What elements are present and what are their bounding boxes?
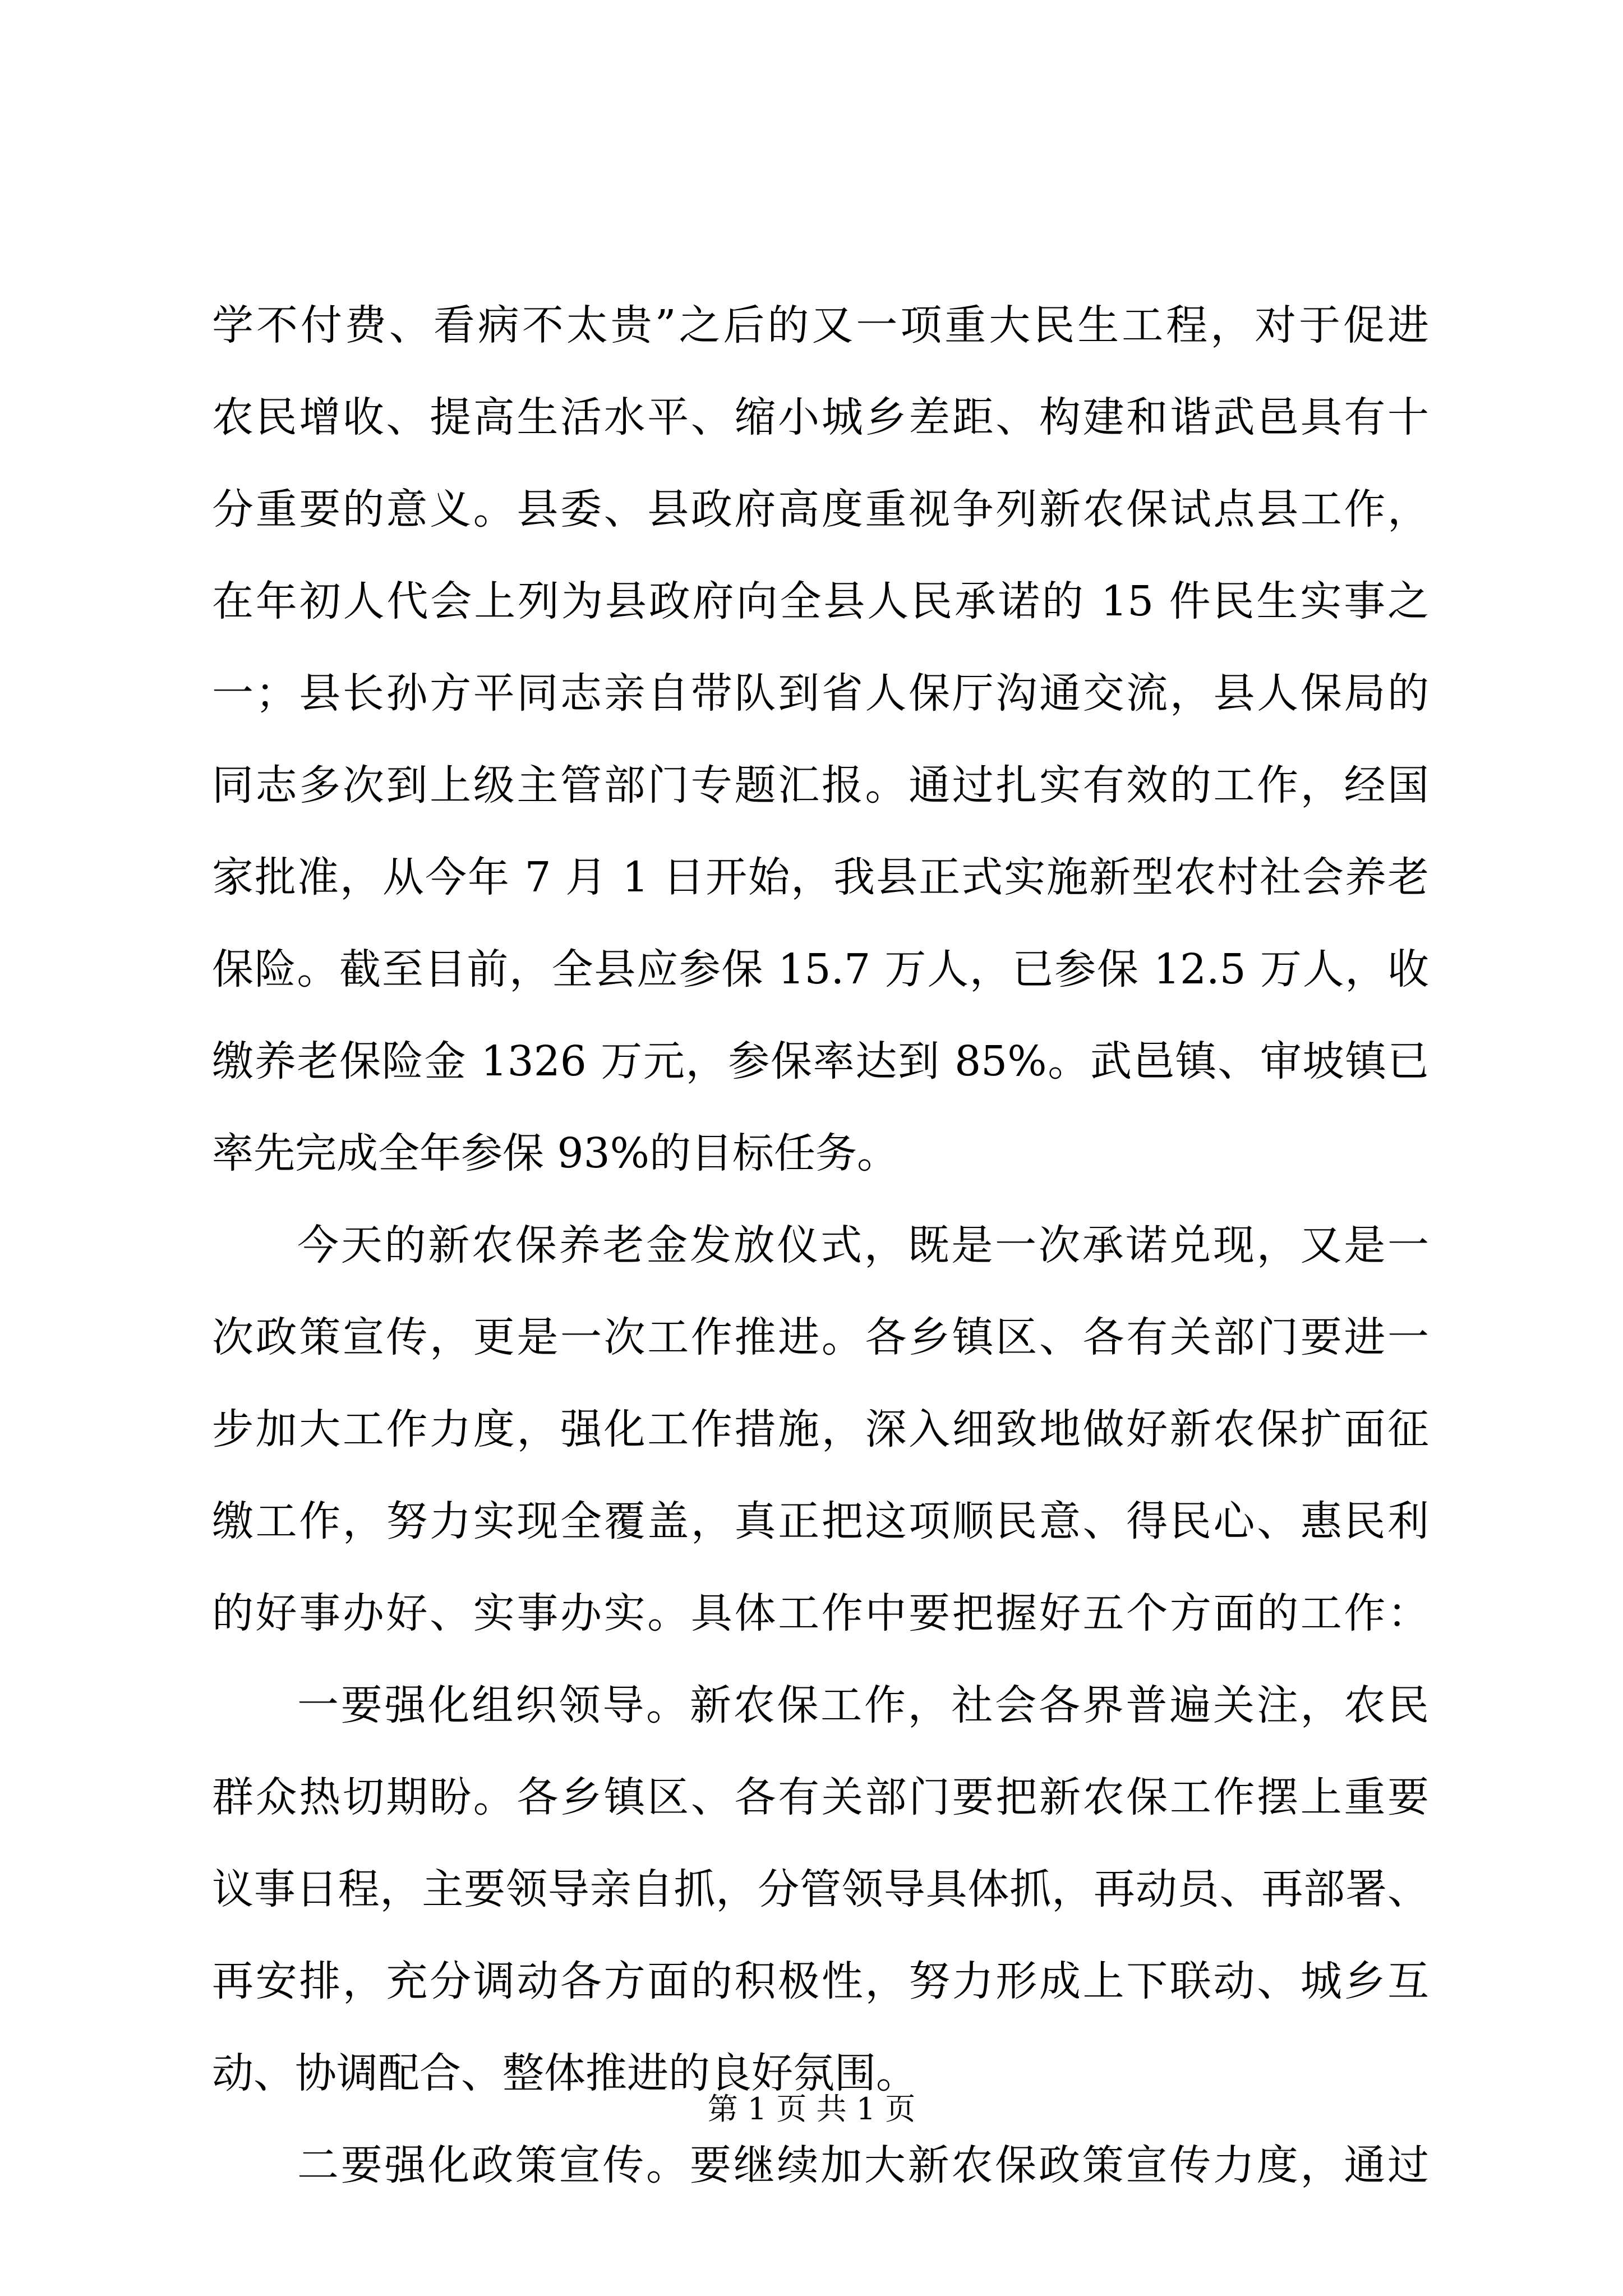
text-line: 在年初人代会上列为县政府向全县人民承诺的 15 件民生实事之 [212, 577, 1429, 625]
text-line: 再安排，充分调动各方面的积极性，努力形成上下联动、城乡互 [212, 1957, 1429, 2005]
text-line: 分重要的意义。县委、县政府高度重视争列新农保试点县工作， [212, 485, 1429, 533]
text-line: 农民增收、提高生活水平、缩小城乡差距、构建和谐武邑具有十 [212, 393, 1429, 441]
text-line: 的好事办好、实事办实。具体工作中要把握好五个方面的工作： [212, 1589, 1429, 1637]
page-footer [0, 2087, 1623, 2132]
text-line: 学不付费、看病不太贵”之后的又一项重大民生工程，对于促进 [212, 301, 1429, 349]
text-line: 动、协调配合、整体推进的良好氛围。 [212, 2049, 917, 2097]
text-line: 保险。截至目前，全县应参保 15.7 万人，已参保 12.5 万人，收 [212, 945, 1429, 993]
page-number-label: 第 1 页 共 1 页 [707, 2091, 916, 2127]
text-line: 议事日程，主要领导亲自抓，分管领导具体抓，再动员、再部署、 [212, 1865, 1429, 1913]
text-line: 同志多次到上级主管部门专题汇报。通过扎实有效的工作，经国 [212, 761, 1429, 809]
text-line: 家批准，从今年 7 月 1 日开始，我县正式实施新型农村社会养老 [212, 853, 1429, 901]
text-line: 缴工作，努力实现全覆盖，真正把这项顺民意、得民心、惠民利 [212, 1497, 1429, 1545]
text-line: 一要强化组织领导。新农保工作，社会各界普遍关注，农民 [297, 1681, 1429, 1729]
text-line: 步加大工作力度，强化工作措施，深入细致地做好新农保扩面征 [212, 1405, 1429, 1453]
text-line: 次政策宣传，更是一次工作推进。各乡镇区、各有关部门要进一 [212, 1313, 1429, 1361]
text-line: 今天的新农保养老金发放仪式，既是一次承诺兑现，又是一 [297, 1221, 1429, 1269]
text-line: 缴养老保险金 1326 万元，参保率达到 85%。武邑镇、审坡镇已 [212, 1037, 1429, 1085]
text-line: 一；县长孙方平同志亲自带队到省人保厅沟通交流，县人保局的 [212, 669, 1429, 717]
text-line: 率先完成全年参保 93%的目标任务。 [212, 1129, 898, 1177]
text-line: 群众热切期盼。各乡镇区、各有关部门要把新农保工作摆上重要 [212, 1773, 1429, 1821]
text-line: 二要强化政策宣传。要继续加大新农保政策宣传力度，通过 [297, 2141, 1429, 2189]
